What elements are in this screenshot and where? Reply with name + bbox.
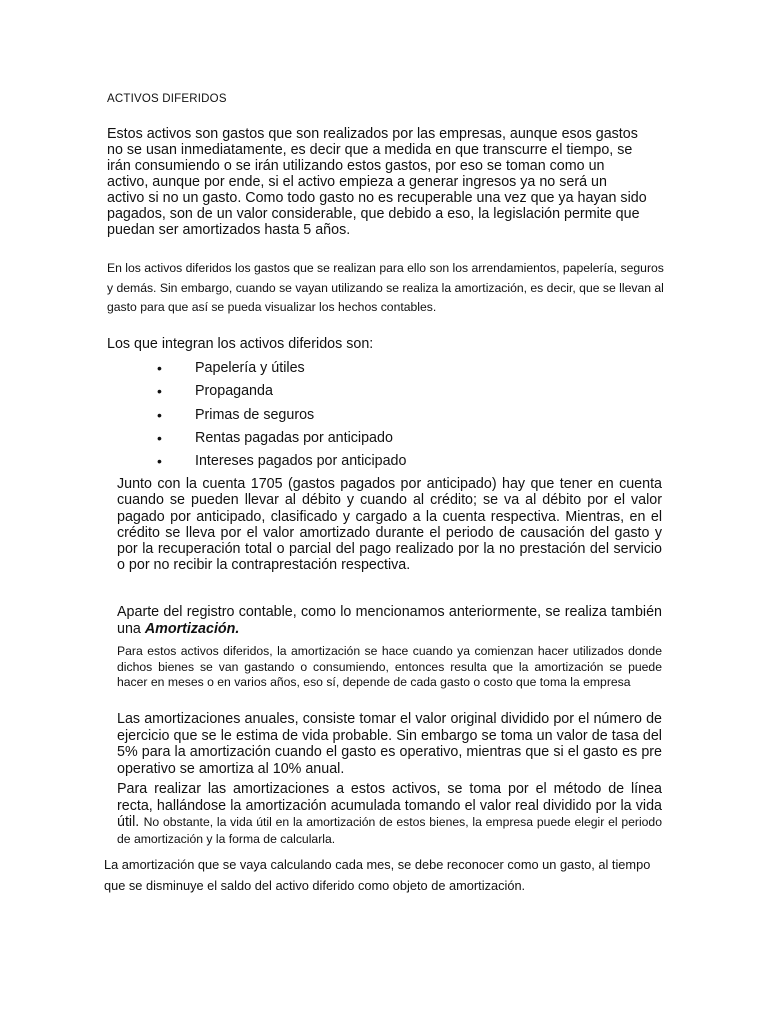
paragraph-amortization-intro-text: Aparte del registro contable, como lo mencionamos anteriormente, se realiza también una <box>117 604 662 637</box>
bullet-icon: • <box>157 360 162 376</box>
amortization-emphasis: Amortización. <box>144 620 240 637</box>
paragraph-monthly-recognition: La amortización que se vaya calculando cada mes, se debe reconocer como un gasto, al tiempo que se disminuye el saldo del activo diferido como objeto de amortización. <box>104 857 651 893</box>
list-item <box>157 382 557 405</box>
paragraph-expenses: En los activos diferidos los gastos que se realizan para ello son los arrendamientos, papelería, seguros y demás. Sin embargo, cuando se vayan utilizando se realiza la amortización, es decir, que se llevan al gasto para que así se pueda visualizar los hechos contables. <box>107 261 664 314</box>
list-intro: Los que integran los activos diferidos son: <box>107 336 374 352</box>
paragraph-annual-amortization: Las amortizaciones anuales, consiste tomar el valor original dividido por el número de ejercicio que se le estima de vida probable. Sin embargo se toma un valor de tasa del 5% para la amortización cuando el gasto es operativo, mientras que si el gasto es pre operativo se amortiza al 10% anual. <box>117 711 662 777</box>
paragraph-straight-line-main: Para realizar las amortizaciones a estos activos, se toma por el método de línea recta, hallándose la amortización acumulada tomando el valor real dividido por la vida útil. <box>117 781 662 830</box>
list-item <box>157 359 557 382</box>
paragraph-amortization-intro <box>117 604 662 637</box>
list-item-label: Rentas pagadas por anticipado <box>195 429 393 446</box>
list-item <box>157 429 557 452</box>
bullet-icon: • <box>157 406 162 423</box>
list-item-label: Papelería y útiles <box>195 360 305 376</box>
list-item <box>157 452 557 475</box>
bullet-icon: • <box>157 453 162 470</box>
deferred-assets-list <box>157 359 557 475</box>
list-item-label: Primas de seguros <box>195 406 315 423</box>
bullet-icon: • <box>157 429 162 446</box>
paragraph-straight-line-note: No obstante, la vida útil en la amortización de estos bienes, la empresa puede elegir el periodo de amortización y la forma de calcularla. <box>117 815 662 846</box>
bullet-icon: • <box>157 383 162 400</box>
paragraph-amortization-timing: Para estos activos diferidos, la amortización se hace cuando ya comienzan hacer utilizados donde dichos bienes se van gastando o consumiendo, entonces resulta que la amortización se puede hacer en meses o en varios años, eso sí, depende de cada gasto o costo que toma la empresa <box>117 644 662 689</box>
paragraph-account-1705: Junto con la cuenta 1705 (gastos pagados por anticipado) hay que tener en cuenta cuando se pueden llevar al débito y cuando al crédito; se va al débito por el valor pagado por anticipado, clasificado y cargado a la cuenta respectiva. Mientras, en el crédito se lleva por el valor amortizado durante el periodo de causación del gasto y por la recuperación total o parcial del pago realizado por la no prestación del servicio o por no recibir la contraprestación respectiva. <box>117 476 662 574</box>
paragraph-straight-line-method <box>117 781 662 847</box>
paragraph-definition: Estos activos son gastos que son realizados por las empresas, aunque esos gastos no se usan inmediatamente, es decir que a medida en que transcurre el tiempo, se irán consumiendo o se irán utilizando estos gastos, por eso se toman como un activo, aunque por ende, si el activo empieza a generar ingresos ya no será un activo si no un gasto. Como todo gasto no es recuperable una vez que ya hayan sido pagados, son de un valor considerable, que debido a eso, la legislación permite que puedan ser amortizados hasta 5 años. <box>107 126 647 238</box>
list-item-label: Intereses pagados por anticipado <box>195 453 407 470</box>
list-item <box>157 406 557 429</box>
list-item-label: Propaganda <box>195 383 273 400</box>
document-title: ACTIVOS DIFERIDOS <box>107 93 227 105</box>
